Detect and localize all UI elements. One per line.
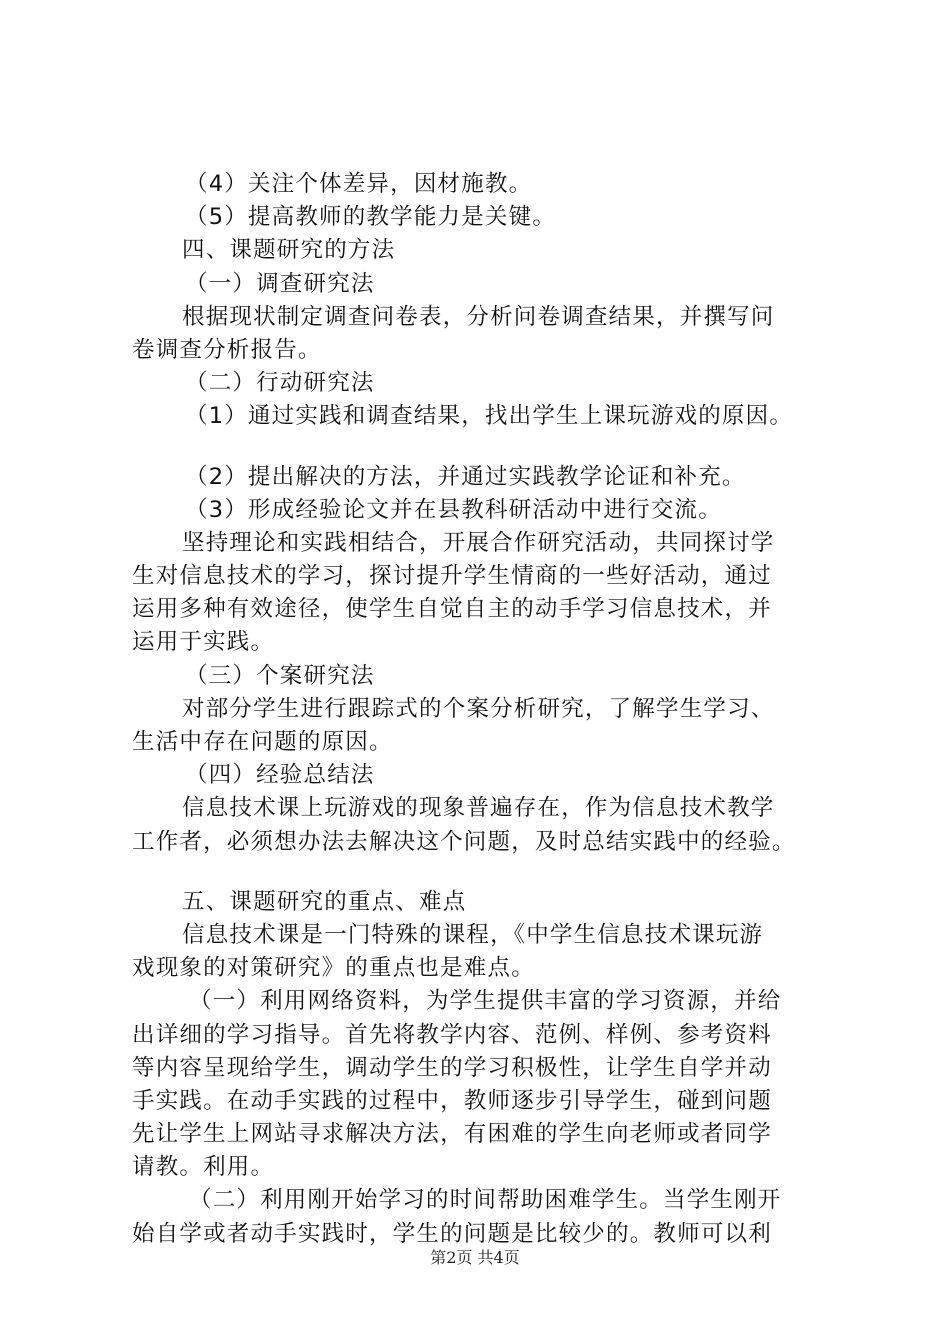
paragraph-line: 戏现象的对策研究》的重点也是难点。 xyxy=(132,955,535,982)
list-item-5: （5）提高教师的教学能力是关键。 xyxy=(185,204,557,231)
section-heading-5: 五、课题研究的重点、难点 xyxy=(182,888,467,915)
action-step-2: （2）提出解决的方法，并通过实践教学论证和补充。 xyxy=(185,463,746,490)
paragraph-line: 坚持理论和实践相结合，开展合作研究活动，共同探讨学 xyxy=(182,529,775,556)
paragraph-line: 对部分学生进行跟踪式的个案分析研究，了解学生学习、 xyxy=(182,695,775,722)
subheading-survey-method: （一）调查研究法 xyxy=(185,270,375,297)
paragraph-line: （二）利用刚开始学习的时间帮助困难学生。当学生刚开 xyxy=(189,1187,782,1214)
list-item-4: （4）关注个体差异，因材施教。 xyxy=(185,171,533,197)
paragraph-line: 生活中存在问题的原因。 xyxy=(132,729,393,755)
blank-space xyxy=(132,434,852,461)
paragraph-line: 卷调查分析报告。 xyxy=(132,336,322,363)
paragraph-line: 运用于实践。 xyxy=(132,629,275,656)
paragraph-line: 运用多种有效途径，使学生自觉自主的动手学习信息技术，并 xyxy=(132,596,772,623)
page-number-footer: 第2页 共4页 xyxy=(430,1248,520,1267)
action-step-1: （1）通过实践和调查结果，找出学生上课玩游戏的原因。 xyxy=(185,403,794,430)
section-heading-4: 四、课题研究的方法 xyxy=(182,237,396,264)
blank-space xyxy=(132,859,852,886)
subheading-action-method: （二）行动研究法 xyxy=(185,370,375,397)
paragraph-line: 先让学生上网站寻求解决方法，有困难的学生向老师或者同学 xyxy=(132,1121,772,1148)
action-step-3: （3）形成经验论文并在县教科研活动中进行交流。 xyxy=(185,496,722,523)
paragraph-line: 生对信息技术的学习，探讨提升学生情商的一些好活动，通过 xyxy=(132,563,772,590)
subheading-case-method: （三）个案研究法 xyxy=(185,662,375,689)
paragraph-line: 工作者，必须想办法去解决这个问题，及时总结实践中的经验。 xyxy=(132,828,796,855)
paragraph-line: （一）利用网络资料，为学生提供丰富的学习资源，并给 xyxy=(189,988,782,1015)
subheading-experience-method: （四）经验总结法 xyxy=(185,762,375,789)
paragraph-line: 信息技术课是一门特殊的课程，《中学生信息技术课玩游 xyxy=(182,921,764,948)
paragraph-line: 等内容呈现给学生，调动学生的学习积极性，让学生自学并动 xyxy=(132,1054,772,1081)
paragraph-line: 手实践。在动手实践的过程中，教师逐步引导学生，碰到问题 xyxy=(132,1087,772,1114)
paragraph-line: 信息技术课上玩游戏的现象普遍存在，作为信息技术教学 xyxy=(182,795,775,822)
paragraph-line: 始自学或者动手实践时，学生的问题是比较少的。教师可以利 xyxy=(132,1220,772,1247)
paragraph-line: 出详细的学习指导。首先将教学内容、范例、样例、参考资料 xyxy=(132,1021,772,1048)
document-body xyxy=(132,168,852,1251)
paragraph-line: 请教。利用。 xyxy=(132,1154,275,1181)
paragraph-line: 根据现状制定调查问卷表，分析问卷调查结果，并撰写问 xyxy=(182,303,775,330)
